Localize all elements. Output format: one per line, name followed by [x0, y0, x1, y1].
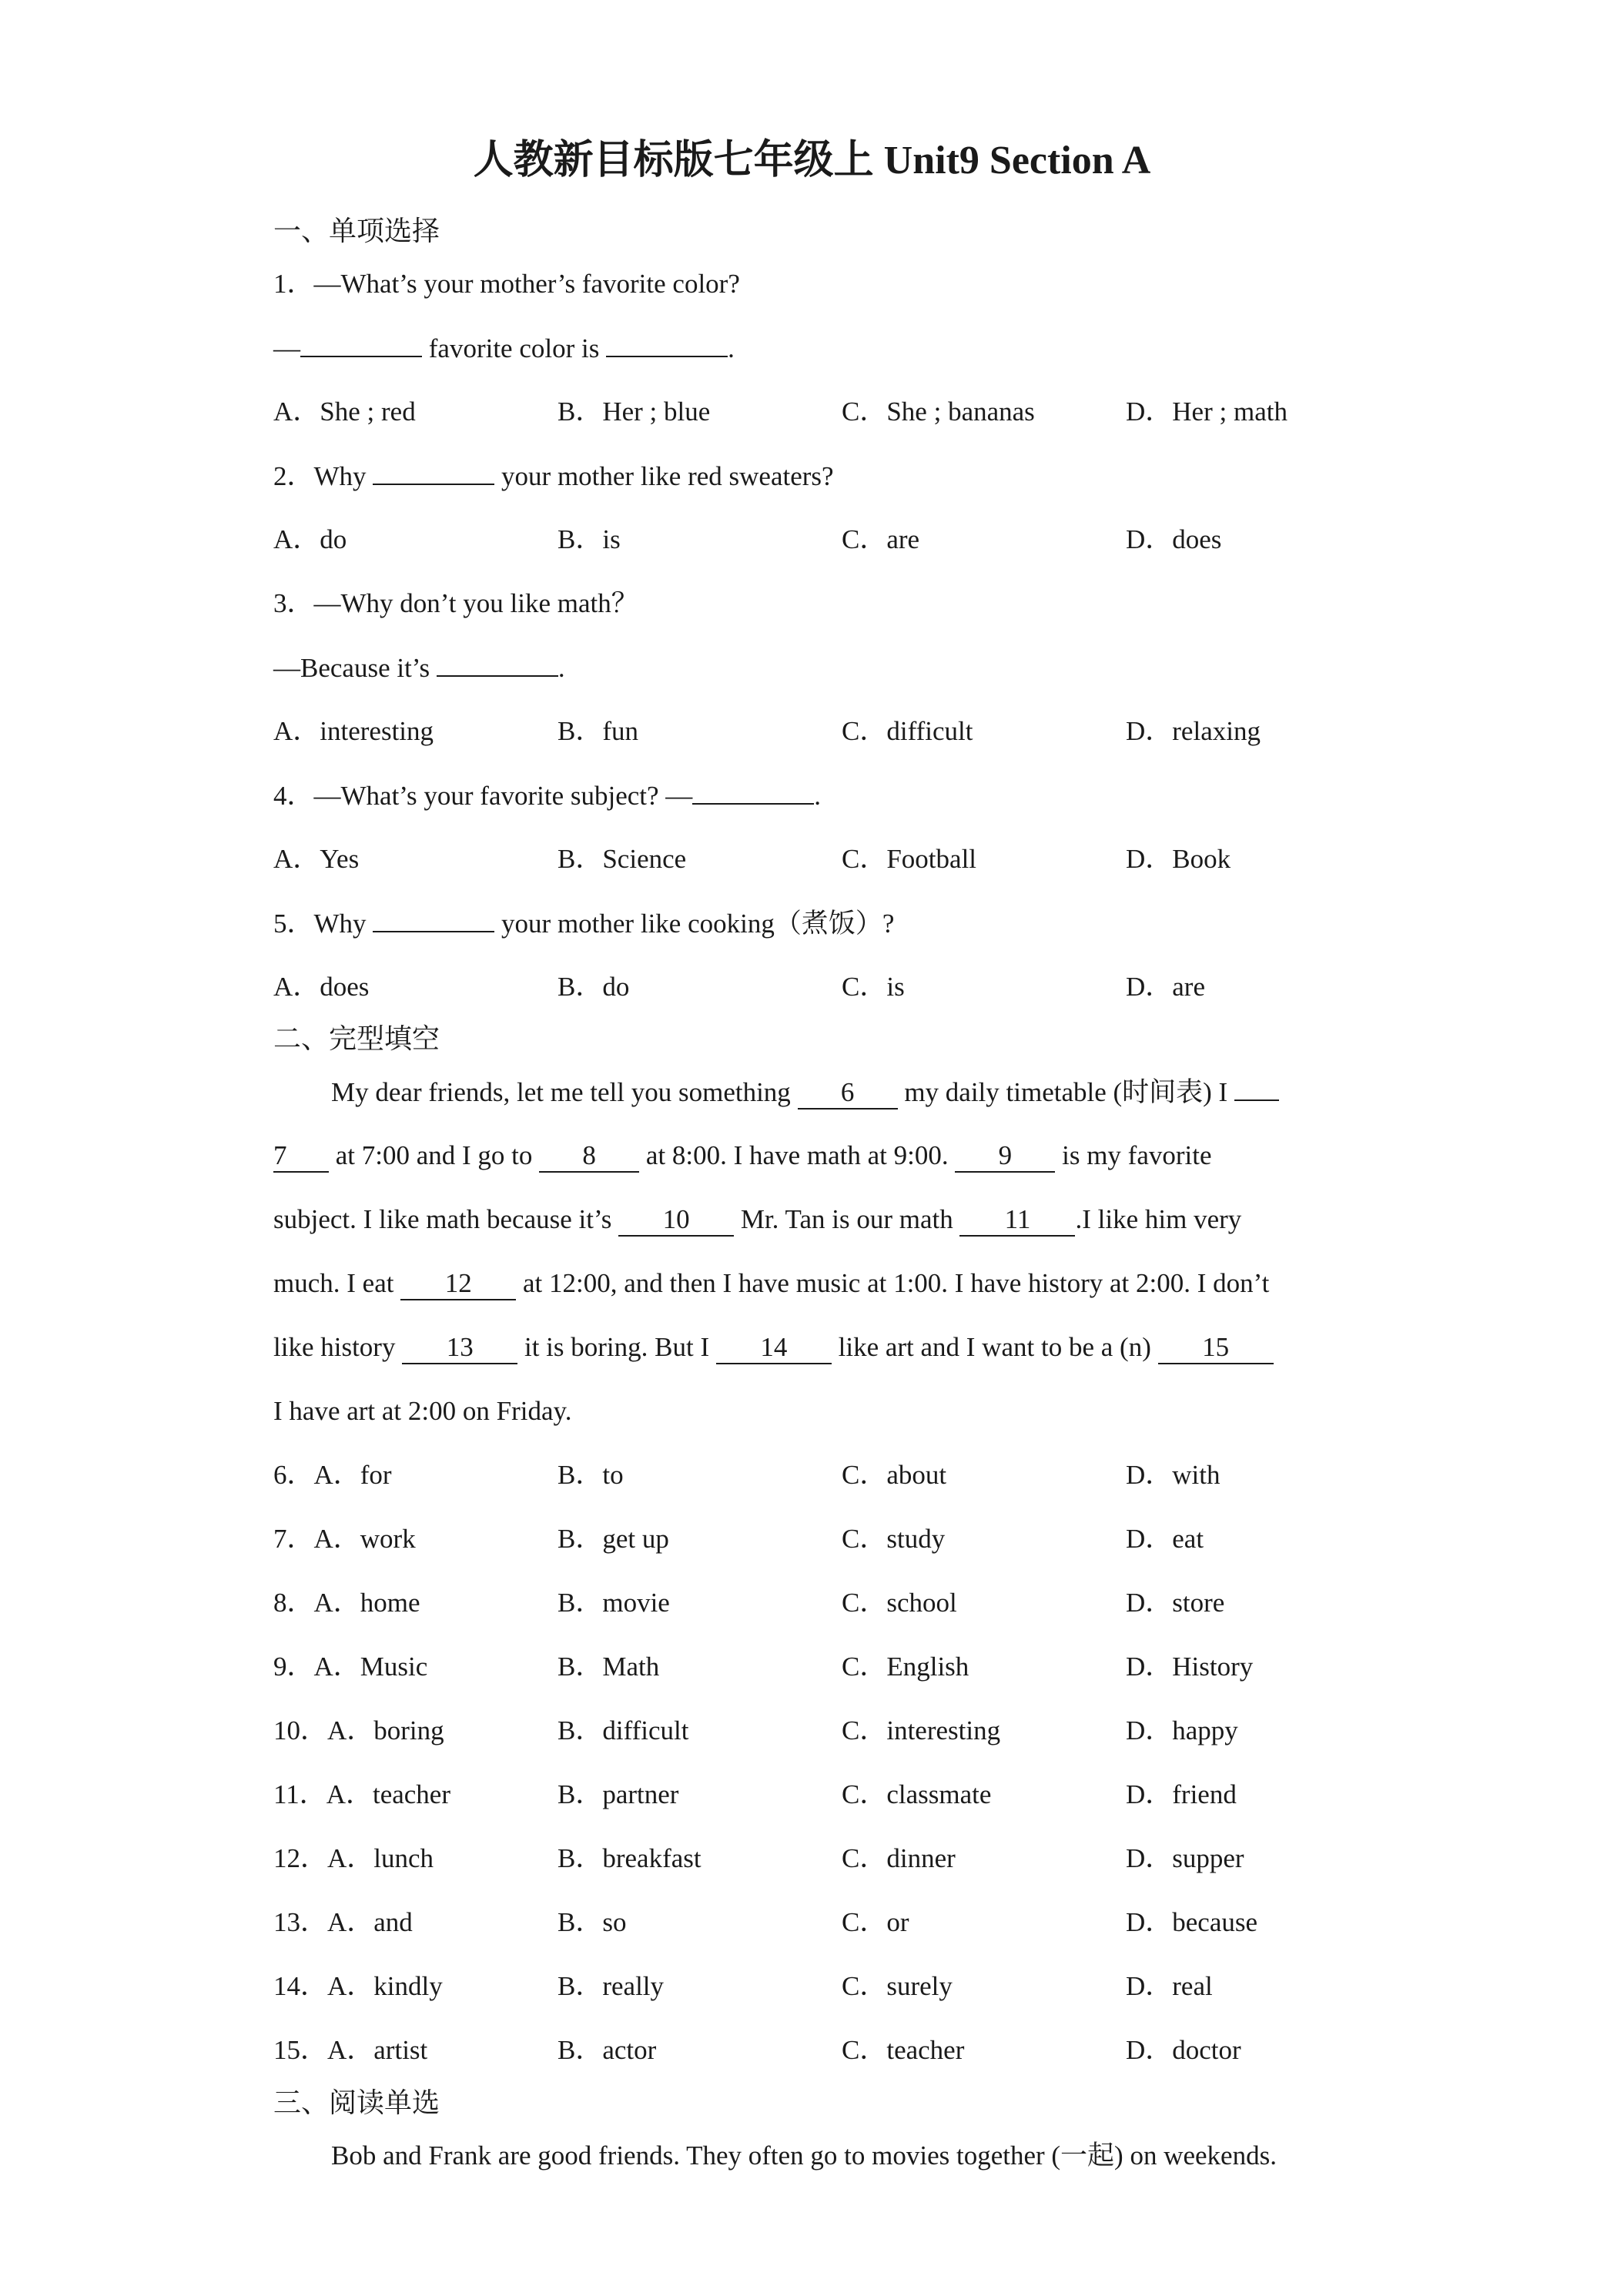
option-b[interactable]: B．breakfast: [558, 1843, 702, 1873]
cloze-blank: 6: [798, 1077, 898, 1110]
answer-blank: [606, 330, 728, 357]
reading-paragraph-line-1: Bob and Frank are good friends. They often go to movies together (一起) on weekends.: [331, 2140, 1277, 2170]
option-d[interactable]: D．supper: [1126, 1843, 1244, 1873]
option-a[interactable]: 7．A．work: [273, 1524, 416, 1554]
option-d[interactable]: D．relaxing: [1126, 716, 1261, 746]
cloze-paragraph-line-1: My dear friends, let me tell you something 6 my daily timetable (时间表) I: [331, 1073, 1425, 1111]
question-3-answer-line: —Because it’s .: [273, 649, 1367, 687]
option-b[interactable]: B．difficult: [558, 1715, 689, 1745]
option-a[interactable]: 13．A．and: [273, 1907, 413, 1937]
option-c[interactable]: C．English: [842, 1652, 969, 1682]
option-b[interactable]: B．really: [558, 1971, 665, 2001]
cloze-paragraph-line-6: I have art at 2:00 on Friday.: [273, 1396, 572, 1426]
question-4: 4．—What’s your favorite subject? — .: [273, 777, 1367, 815]
option-a[interactable]: 6．A．for: [273, 1460, 392, 1490]
option-a[interactable]: 11．A．teacher: [273, 1779, 450, 1809]
option-c[interactable]: C．school: [842, 1588, 957, 1618]
section-heading-single-choice: 一、单项选择: [273, 216, 440, 246]
page-title: 人教新目标版七年级上 Unit9 Section A: [473, 139, 1151, 182]
option-c[interactable]: C．are: [842, 524, 920, 554]
option-a[interactable]: 14．A．kindly: [273, 1971, 443, 2001]
cloze-blank: 9: [955, 1140, 1055, 1173]
answer-blank: [692, 777, 814, 805]
cloze-blank: 11: [959, 1204, 1075, 1237]
question-1-answer-line: — favorite color is .: [273, 330, 1367, 367]
option-a[interactable]: 10．A．boring: [273, 1715, 444, 1745]
option-c[interactable]: C．She ; bananas: [842, 397, 1035, 427]
option-d[interactable]: D．eat: [1126, 1524, 1204, 1554]
cloze-blank: [1234, 1073, 1279, 1101]
answer-blank: [373, 905, 494, 932]
option-d[interactable]: D．Her ; math: [1126, 397, 1287, 427]
option-b[interactable]: B．Science: [558, 844, 687, 874]
option-b[interactable]: B．so: [558, 1907, 627, 1937]
option-d[interactable]: D．doctor: [1126, 2035, 1241, 2065]
option-d[interactable]: D．with: [1126, 1460, 1221, 1490]
option-b[interactable]: B．Her ; blue: [558, 397, 711, 427]
option-d[interactable]: D．History: [1126, 1652, 1254, 1682]
cloze-paragraph-line-2: 7 at 7:00 and I go to 8 at 8:00. I have math at 9:00. 9 is my favorite: [273, 1137, 1367, 1174]
option-d[interactable]: D．because: [1126, 1907, 1258, 1937]
cloze-paragraph-line-3: subject. I like math because it’s 10 Mr. Tan is our math 11 .I like him very: [273, 1201, 1367, 1238]
option-b[interactable]: B．is: [558, 524, 621, 554]
option-c[interactable]: C．or: [842, 1907, 909, 1937]
section-heading-reading: 三、阅读单选: [273, 2087, 440, 2118]
cloze-blank: 13: [402, 1332, 517, 1364]
section-heading-cloze: 二、完型填空: [273, 1023, 440, 1054]
option-c[interactable]: C．difficult: [842, 716, 973, 746]
option-c[interactable]: C．is: [842, 972, 905, 1002]
option-a[interactable]: A．Yes: [273, 844, 360, 874]
cloze-blank: 14: [716, 1332, 832, 1364]
option-a[interactable]: 15．A．artist: [273, 2035, 428, 2065]
option-d[interactable]: D．happy: [1126, 1715, 1238, 1745]
cloze-paragraph-line-5: like history 13 it is boring. But I 14 like art and I want to be a (n) 15: [273, 1329, 1367, 1366]
cloze-blank: 12: [400, 1268, 516, 1300]
option-a[interactable]: 8．A．home: [273, 1588, 420, 1618]
option-b[interactable]: B．fun: [558, 716, 639, 746]
cloze-blank: 15: [1158, 1332, 1274, 1364]
option-b[interactable]: B．actor: [558, 2035, 657, 2065]
question-3: 3．—Why don’t you like math？: [273, 588, 638, 618]
option-b[interactable]: B．get up: [558, 1524, 669, 1554]
cloze-blank: 7: [273, 1140, 329, 1173]
option-a[interactable]: 12．A．lunch: [273, 1843, 434, 1873]
option-c[interactable]: C．dinner: [842, 1843, 956, 1873]
option-c[interactable]: C．teacher: [842, 2035, 965, 2065]
option-a[interactable]: A．interesting: [273, 716, 434, 746]
option-c[interactable]: C．surely: [842, 1971, 953, 2001]
option-a[interactable]: A．does: [273, 972, 370, 1002]
question-2: 2．Why your mother like red sweaters?: [273, 457, 1367, 495]
option-d[interactable]: D．does: [1126, 524, 1222, 554]
question-5: 5．Why your mother like cooking（煮饭）?: [273, 905, 1367, 942]
option-d[interactable]: D．store: [1126, 1588, 1225, 1618]
option-c[interactable]: C．Football: [842, 844, 977, 874]
answer-blank: [300, 330, 422, 357]
option-d[interactable]: D．real: [1126, 1971, 1213, 2001]
answer-blank: [437, 649, 558, 677]
option-b[interactable]: B．partner: [558, 1779, 679, 1809]
option-c[interactable]: C．about: [842, 1460, 947, 1490]
option-b[interactable]: B．to: [558, 1460, 624, 1490]
option-a[interactable]: 9．A．Music: [273, 1652, 428, 1682]
option-a[interactable]: A．She ; red: [273, 397, 416, 427]
option-b[interactable]: B．do: [558, 972, 630, 1002]
cloze-paragraph-line-4: much. I eat 12 at 12:00, and then I have music at 1:00. I have history at 2:00. I don’t: [273, 1265, 1367, 1302]
option-d[interactable]: D．Book: [1126, 844, 1231, 874]
option-d[interactable]: D．are: [1126, 972, 1206, 1002]
option-a[interactable]: A．do: [273, 524, 347, 554]
cloze-blank: 8: [539, 1140, 639, 1173]
cloze-blank: 10: [618, 1204, 734, 1237]
question-1: 1．—What’s your mother’s favorite color?: [273, 269, 740, 299]
option-d[interactable]: D．friend: [1126, 1779, 1237, 1809]
option-c[interactable]: C．classmate: [842, 1779, 992, 1809]
option-b[interactable]: B．movie: [558, 1588, 670, 1618]
answer-blank: [373, 457, 494, 485]
option-b[interactable]: B．Math: [558, 1652, 660, 1682]
option-c[interactable]: C．study: [842, 1524, 946, 1554]
option-c[interactable]: C．interesting: [842, 1715, 1001, 1745]
